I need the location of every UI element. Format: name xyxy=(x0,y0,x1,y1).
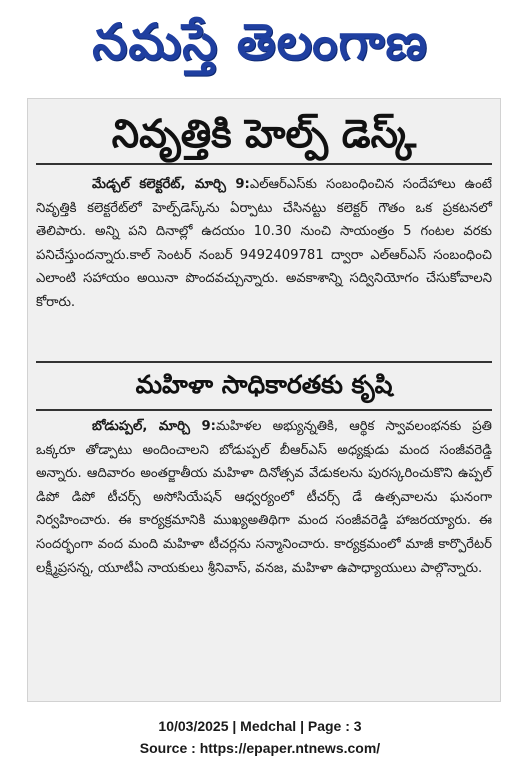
edition-info: 10/03/2025 | Medchal | Page : 3 xyxy=(158,718,362,734)
source-link[interactable]: Source : https://epaper.ntnews.com/ xyxy=(139,740,381,756)
article2-dateline: బోడుప్పల్, మార్చి 9: xyxy=(92,419,216,434)
article2-headline: మహిళా సాధికారతకు కృషి xyxy=(135,370,393,399)
article2-body xyxy=(36,415,492,580)
article1-text: ఎల్ఆర్ఎస్‌కు సంబంధించిన సందేహాలు ఉంటే నివృత్తికి కలెక్టరేట్‌లో హెల్ప్‌డెస్క్‌ను ఏర్పాటు చేసినట్టు కలెక్టర్ గౌతం ఒక ప్రకటనలో తెలిపారు. అన్ని పని దినాల్లో ఉదయం 10.30 నుంచి సాయంత్రం 5 గంటల వరకు పనిచేస్తుందన్నారు.కాల్ సెంటర్ నంబర్ 9492409781 ద్వారా ఎల్ఆర్ఎస్ సంబంధించి ఎలాంటి సహాయం అయినా పొందవచ్చున్నారు. అవకాశాన్ని సద్వినియోగం చేసుకోవాలని కోరారు. xyxy=(36,177,492,310)
article1-dateline: మేడ్చల్ కలెక్టరేట్, మార్చి 9: xyxy=(92,177,250,192)
headline2-divider xyxy=(36,409,492,411)
newspaper-masthead: నమస్తే తెలంగాణ xyxy=(92,13,428,71)
article2-text: మహిళల అభ్యున్నతికి, ఆర్థిక స్వావలంభనకు ప్రతి ఒక్కరూ తోడ్పాటు అందించాలని బోడుప్పల్ బీఆర్ఎస్ అధ్యక్షుడు మంద సంజీవరెడ్డి అన్నారు. ఆదివారం అంతర్జాతీయ మహిళా దినోత్సవ వేడుకలను పురస్కరించుకొని ఉప్పల్ డిపో డిపో టీచర్స్ అసోసియేషన్ ఆధ్వర్యంలో టీచర్స్ డే ఉత్సవాలను ఘనంగా నిర్వహించారు. ఈ కార్యక్రమానికి ముఖ్యఅతిథిగా మంద సంజీవరెడ్డి హాజరయ్యారు. ఈ సందర్భంగా వంద మంది మహిళా టీచర్లను సన్మానించారు. కార్యక్రమంలో మాజీ కార్పొరేటర్ లక్ష్మీప్రసన్న, యూటీఏ నాయకులు శ్రీనివాస్, వనజ, మహిళా ఉపాధ్యాయులు పాల్గొన్నారు. xyxy=(36,419,492,576)
article1-body xyxy=(36,173,492,315)
headline-divider xyxy=(36,163,492,165)
article1-headline: నివృత్తికి హెల్ప్ డెస్క్ xyxy=(111,112,417,157)
article-clipping xyxy=(27,98,501,702)
